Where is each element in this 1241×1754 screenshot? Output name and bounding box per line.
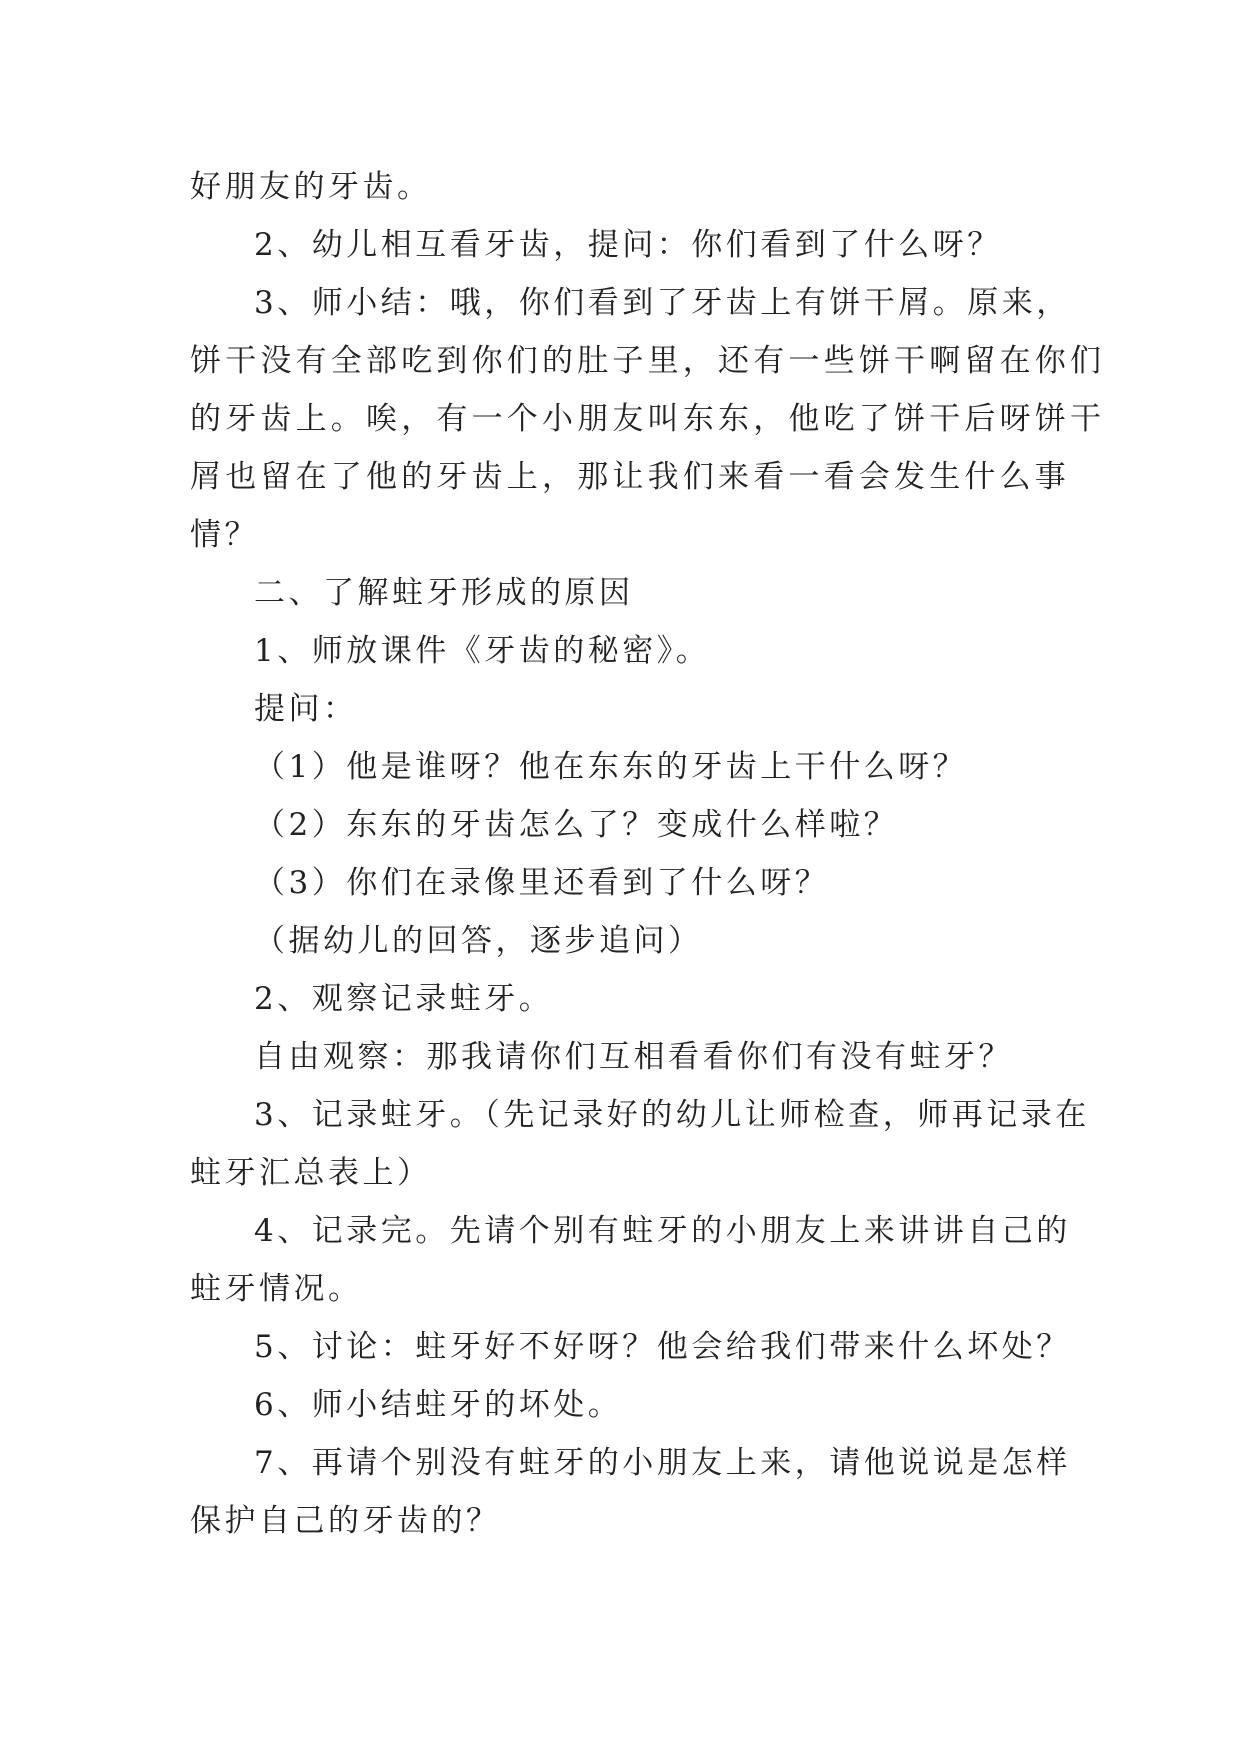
text-line-21: 5、讨论：蛀牙好不好呀？他会给我们带来什么坏处？ — [254, 1329, 1071, 1365]
text-line-2: 2、幼儿相互看牙齿，提问：你们看到了什么呀？ — [254, 227, 1002, 263]
text-line-22: 6、师小结蛀牙的坏处。 — [254, 1387, 623, 1423]
text-line-15: 2、观察记录蛀牙。 — [254, 981, 554, 1017]
text-line-16: 自由观察：那我请你们互相看看你们有没有蛀牙？ — [254, 1039, 1013, 1075]
text-line-9: 1、师放课件《牙齿的秘密》。 — [254, 633, 711, 669]
text-line-7: 情？ — [190, 517, 259, 553]
section-heading: 二、了解蛀牙形成的原因 — [254, 575, 634, 611]
text-line-23: 7、再请个别没有蛀牙的小朋友上来，请他说说是怎样 — [254, 1445, 1071, 1481]
question-1: （1）他是谁呀？他在东东的牙齿上干什么呀？ — [254, 749, 968, 785]
note-line: （据幼儿的回答，逐步追问） — [254, 923, 703, 959]
text-line-10: 提问： — [254, 691, 358, 727]
text-line-17: 3、记录蛀牙。（先记录好的幼儿让师检查，师再记录在 — [254, 1097, 1090, 1133]
text-line-24: 保护自己的牙齿的？ — [190, 1503, 501, 1539]
question-2: （2）东东的牙齿怎么了？变成什么样啦？ — [254, 807, 899, 843]
text-line-1: 好朋友的牙齿。 — [190, 169, 432, 205]
text-line-18: 蛀牙汇总表上） — [190, 1155, 432, 1191]
text-line-4: 饼干没有全部吃到你们的肚子里，还有一些饼干啊留在你们 — [190, 343, 1106, 379]
document-body — [190, 158, 1106, 1550]
text-line-19: 4、记录完。先请个别有蛀牙的小朋友上来讲讲自己的 — [254, 1213, 1071, 1249]
text-line-3: 3、师小结：哦，你们看到了牙齿上有饼干屑。原来， — [254, 285, 1071, 321]
question-3: （3）你们在录像里还看到了什么呀？ — [254, 865, 830, 901]
text-line-20: 蛀牙情况。 — [190, 1271, 363, 1307]
text-line-5: 的牙齿上。唉，有一个小朋友叫东东，他吃了饼干后呀饼干 — [190, 401, 1106, 437]
text-line-6: 屑也留在了他的牙齿上，那让我们来看一看会发生什么事 — [190, 459, 1070, 495]
